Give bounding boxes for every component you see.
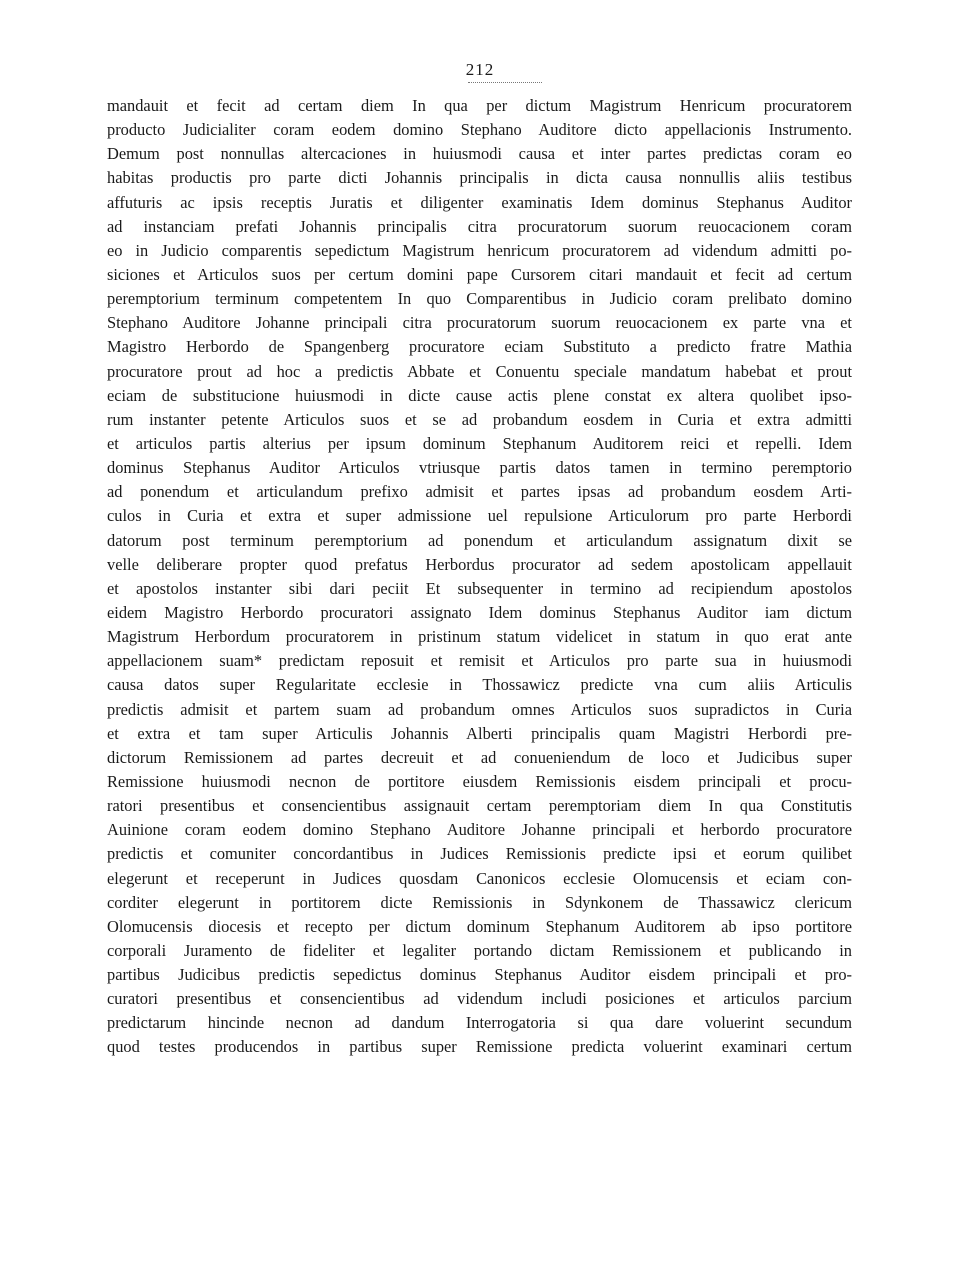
- text-line: appellacionem suam* predictam reposuit et remisit et Articulos pro parte sua in huiusmodi: [107, 651, 852, 671]
- page-number: 212: [0, 60, 960, 83]
- text-line: et apostolos instanter sibi dari peciit Et subsequenter in termino ad recipiendum apostolos: [107, 578, 852, 598]
- text-line: Remissione huiusmodi necnon de portitore eiusdem Remissionis eisdem principali et procu-: [107, 771, 852, 791]
- text-line: eo in Judicio comparentis sepedictum Magistrum henricum procuratorem ad videndum admitti po-: [107, 240, 852, 260]
- text-line: ratori presentibus et consencientibus assignauit certam peremptoriam diem In qua Constitutis: [107, 796, 852, 816]
- text-line: mandauit et fecit ad certam diem In qua per dictum Magistrum Henricum procuratorem: [107, 96, 852, 115]
- text-line: corditer elegerunt in portitorem dicte Remissionis in Sdynkonem de Thassawicz clericum: [107, 892, 852, 912]
- text-line: et extra et tam super Articulis Johannis Alberti principalis quam Magistri Herbordi pre-: [107, 723, 852, 743]
- text-line: Stephano Auditore Johanne principali citra procuratorum suorum reuocacionem ex parte vna et: [107, 313, 852, 333]
- text-line: causa datos super Regularitate ecclesie in Thossawicz predicte vna cum aliis Articulis: [107, 675, 852, 695]
- text-line: predictarum hincinde necnon ad dandum Interrogatoria si qua dare voluerint secundum: [107, 1013, 852, 1033]
- text-line: ad ponendum et articulandum prefixo admisit et partes ipsas ad probandum eosdem Arti-: [107, 482, 852, 502]
- text-line: curatori presentibus et consencientibus ad videndum includi posiciones et articulos parcium: [107, 989, 852, 1009]
- text-line: eidem Magistro Herbordo procuratori assignato Idem dominus Stephanus Auditor iam dictum: [107, 602, 852, 622]
- text-line: siciones et Articulos suos per certum domini pape Cursorem citari mandauit et fecit ad certum: [107, 264, 852, 284]
- text-line: procuratore prout ad hoc a predictis Abbate et Conuentu speciale mandatum habebat et prout: [107, 361, 852, 381]
- text-line: culos in Curia et extra et super admissione uel repulsione Articulorum pro parte Herbordi: [107, 506, 852, 526]
- text-line: peremptorium terminum competentem In quo Comparentibus in Judicio coram prelibato domino: [107, 289, 852, 309]
- text-line: Auinione coram eodem domino Stephano Auditore Johanne principali et herbordo procuratore: [107, 820, 852, 840]
- text-line: ad instanciam prefati Johannis principalis citra procuratorum suorum reuocacionem coram: [107, 216, 852, 236]
- text-line: predictis et comuniter concordantibus in Judices Remissionis predicte ipsi et eorum quilibet: [107, 844, 852, 864]
- text-line: Magistro Herbordo de Spangenberg procuratore eciam Substituto a predicto fratre Mathia: [107, 337, 852, 357]
- text-line: et articulos partis alterius per ipsum dominum Stephanum Auditorem reici et repelli. Idem: [107, 433, 852, 453]
- text-line: datorum post terminum peremptorium ad ponendum et articulandum assignatum dixit se: [107, 530, 852, 550]
- text-line: quod testes producendos in partibus super Remissione predicta voluerint examinari certum: [107, 1037, 852, 1057]
- text-line: velle deliberare propter quod prefatus Herbordus procurator ad sedem apostolicam appellauit: [107, 554, 852, 574]
- text-line: habitas productis pro parte dicti Johannis principalis in dicta causa nonnullis aliis testibus: [107, 168, 852, 188]
- text-line: rum instanter petente Articulos suos et se ad probandum eosdem in Curia et extra admitti: [107, 409, 852, 429]
- text-line: producto Judicialiter coram eodem domino Stephano Auditore dicto appellacionis Instrumento.: [107, 120, 852, 140]
- text-line: affuturis ac ipsis receptis Juratis et diligenter examinatis Idem dominus Stephanus Auditor: [107, 192, 852, 212]
- text-line: predictis admisit et partem suam ad probandum omnes Articulos suos supradictos in Curia: [107, 699, 852, 719]
- text-line: Olomucensis diocesis et recepto per dictum dominum Stephanum Auditorem ab ipso portitore: [107, 916, 852, 936]
- text-line: Demum post nonnullas altercaciones in huiusmodi causa et inter partes predictas coram eo: [107, 144, 852, 164]
- body-text: [107, 94, 852, 1060]
- text-line: Magistrum Herbordum procuratorem in pristinum statum videlicet in statum in quo erat ante: [107, 627, 852, 647]
- text-line: corporali Juramento de fideliter et legaliter portando dictam Remissionem et publicando in: [107, 940, 852, 960]
- text-line: elegerunt et receperunt in Judices quosdam Canonicos ecclesie Olomucensis et eciam con-: [107, 868, 852, 888]
- text-line: dominus Stephanus Auditor Articulos vtriusque partis datos tamen in termino peremptorio: [107, 458, 852, 478]
- text-line: dictorum Remissionem ad partes decreuit et ad conueniendum de loco et Judicibus super: [107, 747, 852, 767]
- text-line: partibus Judicibus predictis sepedictus dominus Stephanus Auditor eisdem principali et pro-: [107, 965, 852, 985]
- text-line: eciam de substitucione huiusmodi in dicte cause actis plene constat ex altera quolibet ipso-: [107, 385, 852, 405]
